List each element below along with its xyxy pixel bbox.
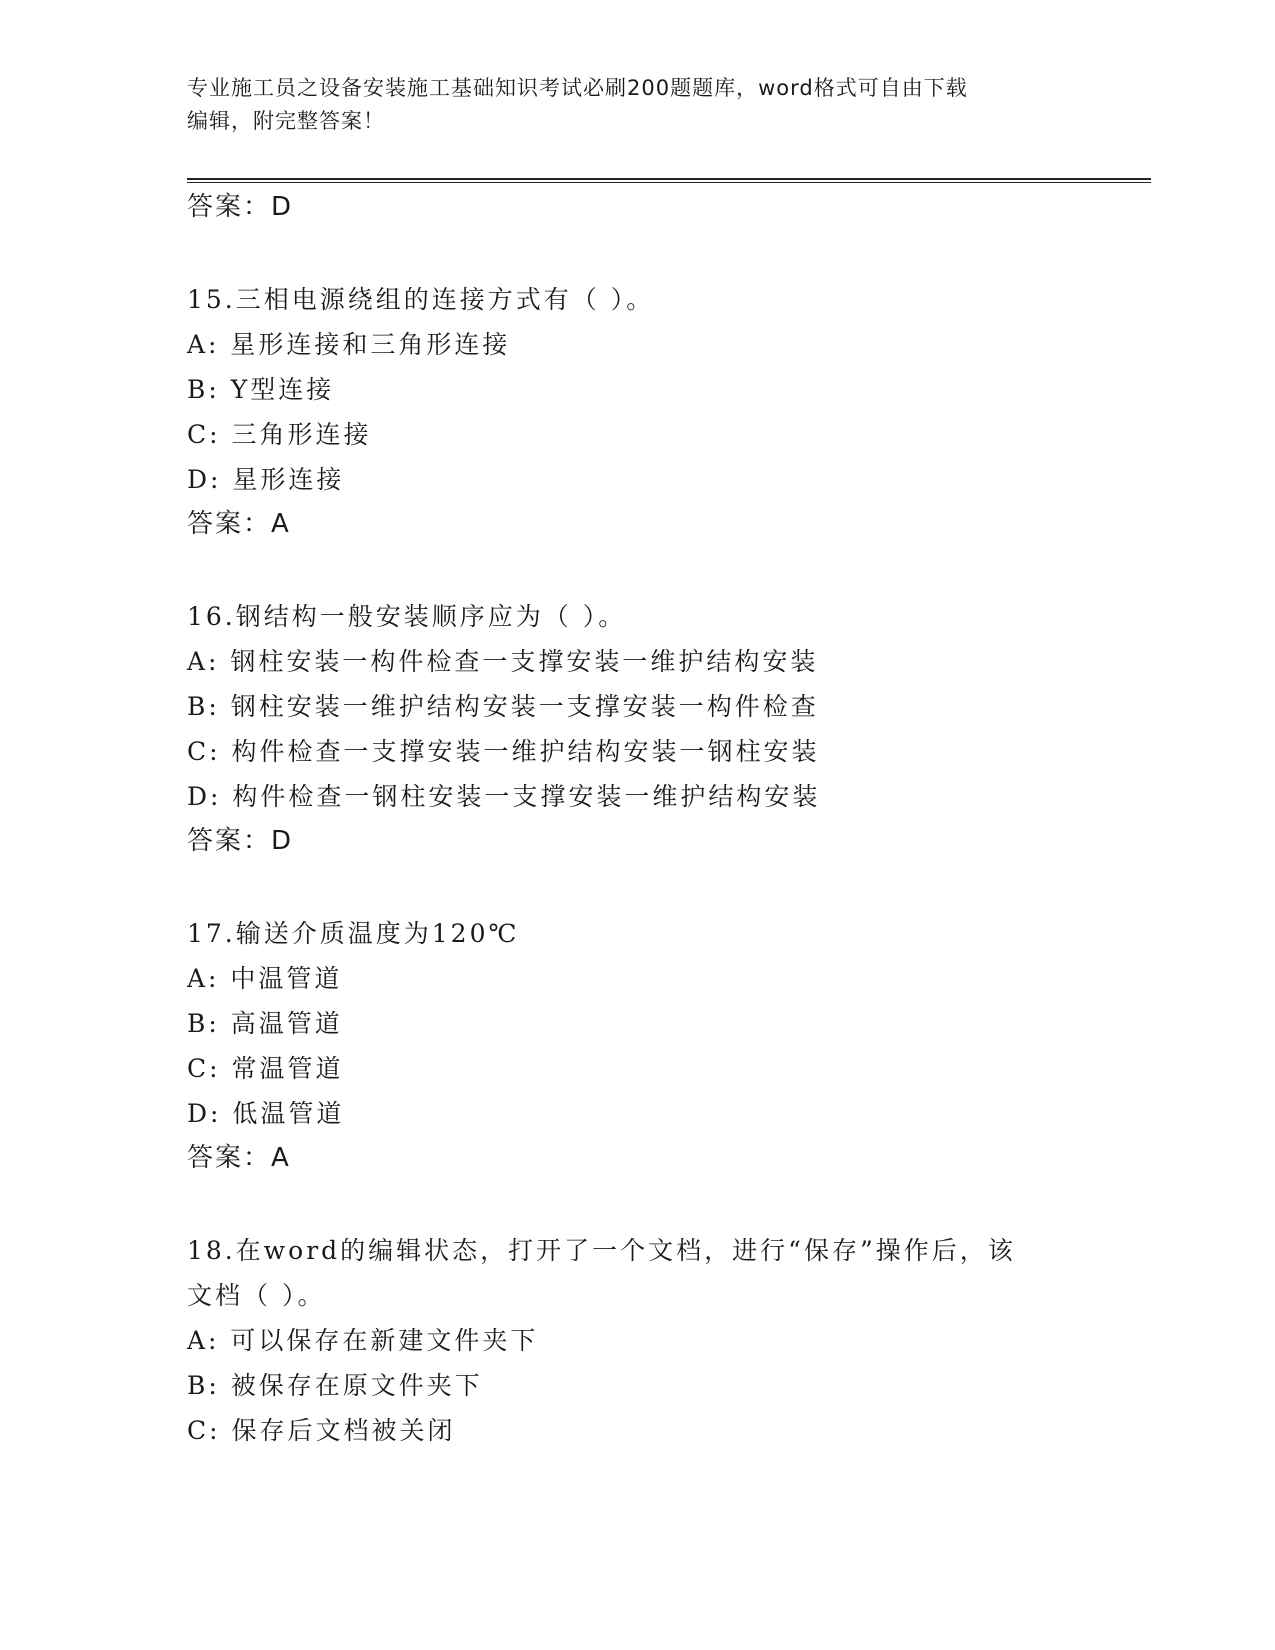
option-c: C: 常温管道 bbox=[187, 1054, 344, 1083]
answer-line: 答案：D bbox=[187, 192, 294, 222]
option-a: A: 星形连接和三角形连接 bbox=[187, 330, 511, 359]
question-stem: 17.输送介质温度为120℃ bbox=[187, 919, 520, 948]
header-title-line2: 编辑，附完整答案！ bbox=[187, 109, 385, 133]
page-header bbox=[187, 72, 1087, 138]
option-b: B: Y型连接 bbox=[187, 375, 335, 404]
question-block bbox=[187, 911, 1087, 1181]
question-list bbox=[187, 185, 1087, 1453]
option-b: B: 高温管道 bbox=[187, 1009, 343, 1038]
option-d: D: 构件检查一钢柱安装一支撑安装一维护结构安装 bbox=[187, 782, 821, 811]
option-d: D: 星形连接 bbox=[187, 465, 345, 494]
option-c: C: 构件检查一支撑安装一维护结构安装一钢柱安装 bbox=[187, 737, 820, 766]
option-a: A: 钢柱安装一构件检查一支撑安装一维护结构安装 bbox=[187, 647, 819, 676]
header-title-line1: 专业施工员之设备安装施工基础知识考试必刷200题题库，word格式可自由下载 bbox=[187, 76, 968, 100]
question-stem: 15.三相电源绕组的连接方式有（ ）。 bbox=[187, 285, 655, 314]
question-stem: 16.钢结构一般安装顺序应为（ ）。 bbox=[187, 602, 627, 631]
answer-line: 答案：A bbox=[187, 509, 291, 539]
answer-line: 答案：D bbox=[187, 826, 294, 856]
option-c: C: 保存后文档被关闭 bbox=[187, 1416, 456, 1445]
question-stem-line1: 18.在word的编辑状态，打开了一个文档，进行“保存”操作后，该 bbox=[187, 1236, 1016, 1265]
option-a: A: 可以保存在新建文件夹下 bbox=[187, 1326, 539, 1355]
question-stem-line2: 文档（ ）。 bbox=[187, 1281, 326, 1310]
option-b: B: 被保存在原文件夹下 bbox=[187, 1371, 483, 1400]
question-block bbox=[187, 1228, 1087, 1453]
answer-line: 答案：A bbox=[187, 1143, 291, 1173]
question-block bbox=[187, 594, 1087, 864]
header-divider bbox=[187, 178, 1151, 183]
option-a: A: 中温管道 bbox=[187, 964, 343, 993]
option-c: C: 三角形连接 bbox=[187, 420, 372, 449]
option-d: D: 低温管道 bbox=[187, 1099, 345, 1128]
question-block bbox=[187, 277, 1087, 547]
option-b: B: 钢柱安装一维护结构安装一支撑安装一构件检查 bbox=[187, 692, 819, 721]
